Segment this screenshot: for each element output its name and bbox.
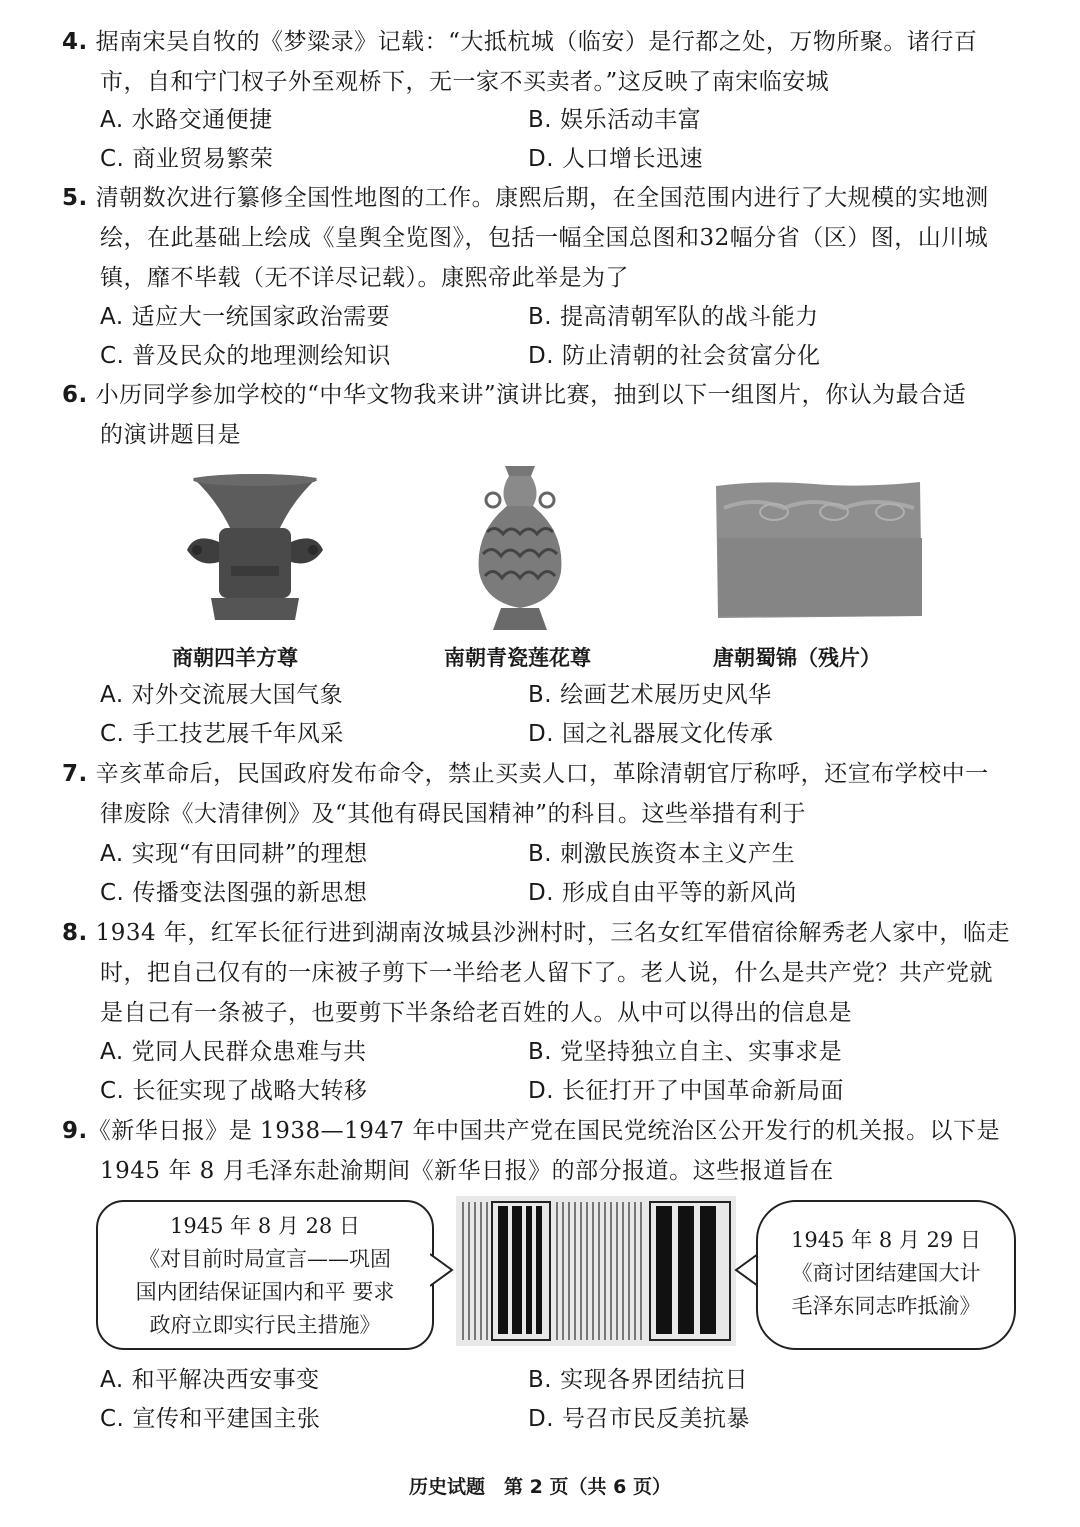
option-text: 刺激民族资本主义产生	[560, 841, 796, 867]
question-stem-line: 的演讲题目是	[100, 422, 241, 448]
option-letter: C.	[100, 343, 125, 369]
option-text: 商业贸易繁荣	[132, 146, 274, 172]
bubble-headline-line: 政府立即实行民主措施》	[149, 1313, 381, 1337]
option-letter: D.	[528, 1406, 555, 1432]
stem-text: 据南宋吴自牧的《梦粱录》记载：“大抵杭城（临安）是行都之处，万物所聚。诸行百	[95, 29, 978, 55]
option-b[interactable]	[528, 675, 772, 715]
question-number: 6.	[62, 382, 88, 408]
option-text: 防止清朝的社会贫富分化	[562, 343, 821, 369]
bubble-pointer	[430, 1250, 454, 1290]
option-text: 对外交流展大国气象	[131, 682, 344, 708]
question-number: 9.	[62, 1118, 88, 1144]
question-stem-line	[62, 913, 1012, 953]
option-c[interactable]	[100, 714, 344, 754]
option-letter: B.	[528, 841, 553, 867]
question-stem-line: 律废除《大清律例》及“其他有碍民国精神”的科目。这些举措有利于	[100, 801, 807, 827]
question-stem-line: 时，把自己仅有的一床被子剪下一半给老人留下了。老人说，什么是共产党？共产党就	[100, 960, 993, 986]
option-letter: C.	[100, 1406, 125, 1432]
option-b[interactable]	[528, 1032, 842, 1072]
question-number: 7.	[62, 761, 88, 787]
question-stem-line: 市，自和宁门杈子外至观桥下，无一家不买卖者。”这反映了南宋临安城	[100, 69, 830, 95]
option-letter: B.	[528, 1367, 553, 1393]
option-text: 实现“有田同耕”的理想	[131, 841, 368, 867]
option-text: 适应大一统国家政治需要	[131, 304, 391, 330]
question-6	[62, 375, 1012, 455]
option-b[interactable]	[528, 1360, 748, 1400]
option-letter: D.	[528, 880, 555, 906]
bubble-headline-line: 国内团结保证国内和平 要求	[135, 1280, 395, 1304]
option-letter: C.	[100, 146, 125, 172]
artifact-caption: 唐朝蜀锦（残片）	[713, 645, 881, 670]
option-letter: A.	[100, 1039, 124, 1065]
question-stem-line: 镇，靡不毕载（无不详尽记载）。康熙帝此举是为了	[100, 265, 629, 291]
option-a[interactable]	[100, 297, 390, 337]
option-d[interactable]	[528, 1399, 750, 1439]
option-letter: C.	[100, 721, 125, 747]
option-a[interactable]	[100, 675, 343, 715]
question-5	[62, 178, 1012, 298]
option-letter: D.	[528, 343, 555, 369]
option-b[interactable]	[528, 297, 819, 337]
option-d[interactable]	[528, 873, 797, 913]
option-text: 形成自由平等的新风尚	[562, 880, 798, 906]
option-d[interactable]	[528, 1071, 844, 1111]
option-letter: A.	[100, 1367, 124, 1393]
option-c[interactable]	[100, 1071, 367, 1111]
option-a[interactable]	[100, 834, 368, 874]
bubble-date: 1945 年 8 月 29 日	[791, 1228, 981, 1252]
stem-text: 《新华日报》是 1938—1947 年中国共产党在国民党统治区公开发行的机关报。以下是	[87, 1118, 1000, 1144]
bubble-headline-line: 《商讨团结建国大计	[791, 1261, 981, 1285]
option-letter: B.	[528, 107, 553, 133]
option-b[interactable]	[528, 834, 795, 874]
shu-brocade-fragment-image	[714, 478, 924, 620]
option-c[interactable]	[100, 336, 391, 376]
option-text: 提高清朝军队的战斗能力	[560, 304, 819, 330]
option-c[interactable]	[100, 1399, 320, 1439]
question-7	[62, 754, 1012, 834]
option-d[interactable]	[528, 139, 703, 179]
stem-text: 清朝数次进行纂修全国性地图的工作。康熙后期，在全国范围内进行了大规模的实地测	[95, 185, 989, 211]
bubble-headline-line: 《对目前时局宣言——巩固	[139, 1247, 391, 1271]
question-9	[62, 1111, 1012, 1191]
question-stem-line: 绘，在此基础上绘成《皇舆全览图》，包括一幅全国总图和32幅分省（区）图，山川城	[100, 225, 989, 251]
option-text: 宣传和平建国主张	[132, 1406, 321, 1432]
bubble-pointer	[734, 1250, 758, 1290]
option-text: 党同人民群众患难与共	[131, 1039, 367, 1065]
question-stem-line	[62, 754, 1012, 794]
option-c[interactable]	[100, 139, 273, 179]
option-text: 水路交通便捷	[131, 107, 273, 133]
option-letter: A.	[100, 107, 124, 133]
option-letter: A.	[100, 682, 124, 708]
option-text: 娱乐活动丰富	[560, 107, 702, 133]
option-letter: A.	[100, 304, 124, 330]
option-text: 人口增长迅速	[562, 146, 704, 172]
question-number: 8.	[62, 920, 88, 946]
question-number: 5.	[62, 185, 88, 211]
question-stem-line	[62, 22, 1012, 62]
right-report-bubble	[756, 1200, 1016, 1350]
option-d[interactable]	[528, 714, 774, 754]
option-a[interactable]	[100, 1360, 320, 1400]
question-number: 4.	[62, 29, 88, 55]
artifact-caption: 商朝四羊方尊	[172, 645, 298, 670]
question-stem-line	[62, 1111, 1012, 1151]
question-stem-line: 是自己有一条被子，也要剪下半条给老百姓的人。从中可以得出的信息是	[100, 1000, 852, 1026]
option-b[interactable]	[528, 100, 701, 140]
option-a[interactable]	[100, 100, 273, 140]
option-text: 号召市民反美抗暴	[562, 1406, 751, 1432]
option-text: 绘画艺术展历史风华	[560, 682, 772, 708]
artifact-caption: 南朝青瓷莲花尊	[444, 645, 591, 670]
option-letter: D.	[528, 721, 555, 747]
four-goat-square-zun-image	[175, 470, 335, 630]
option-text: 党坚持独立自主、实事求是	[560, 1039, 843, 1065]
left-report-bubble	[96, 1200, 434, 1350]
option-d[interactable]	[528, 336, 821, 376]
option-text: 普及民众的地理测绘知识	[132, 343, 391, 369]
option-letter: D.	[528, 1078, 555, 1104]
option-letter: B.	[528, 1039, 553, 1065]
question-stem-line	[62, 375, 1012, 415]
question-4	[62, 22, 1012, 102]
option-text: 实现各界团结抗日	[560, 1367, 749, 1393]
question-stem-line	[62, 178, 1012, 218]
option-c[interactable]	[100, 873, 367, 913]
option-letter: B.	[528, 304, 553, 330]
option-letter: D.	[528, 146, 555, 172]
bubble-headline-line: 毛泽东同志昨抵渝》	[791, 1294, 981, 1318]
page-footer: 历史试题 第 2 页（共 6 页）	[409, 1476, 671, 1498]
option-text: 国之礼器展文化传承	[562, 721, 774, 747]
option-letter: C.	[100, 1078, 125, 1104]
option-text: 和平解决西安事变	[131, 1367, 320, 1393]
option-letter: B.	[528, 682, 553, 708]
stem-text: 1934 年，红军长征行进到湖南汝城县沙洲村时，三名女红军借宿徐解秀老人家中，临走	[95, 920, 1010, 946]
option-a[interactable]	[100, 1032, 367, 1072]
option-text: 长征实现了战略大转移	[132, 1078, 368, 1104]
question-8	[62, 913, 1012, 1033]
stem-text: 小历同学参加学校的“中华文物我来讲”演讲比赛，抽到以下一组图片，你认为最合适	[95, 382, 967, 408]
celadon-lotus-zun-image	[465, 462, 575, 637]
option-text: 传播变法图强的新思想	[132, 880, 368, 906]
option-text: 长征打开了中国革命新局面	[562, 1078, 845, 1104]
bubble-date: 1945 年 8 月 28 日	[170, 1214, 360, 1238]
option-letter: A.	[100, 841, 124, 867]
xinhua-daily-newspaper-image	[456, 1196, 736, 1346]
option-letter: C.	[100, 880, 125, 906]
option-text: 手工技艺展千年风采	[132, 721, 344, 747]
stem-text: 辛亥革命后，民国政府发布命令，禁止买卖人口，革除清朝官厅称呼，还宣布学校中一	[95, 761, 989, 787]
question-stem-line: 1945 年 8 月毛泽东赴渝期间《新华日报》的部分报道。这些报道旨在	[100, 1158, 834, 1184]
